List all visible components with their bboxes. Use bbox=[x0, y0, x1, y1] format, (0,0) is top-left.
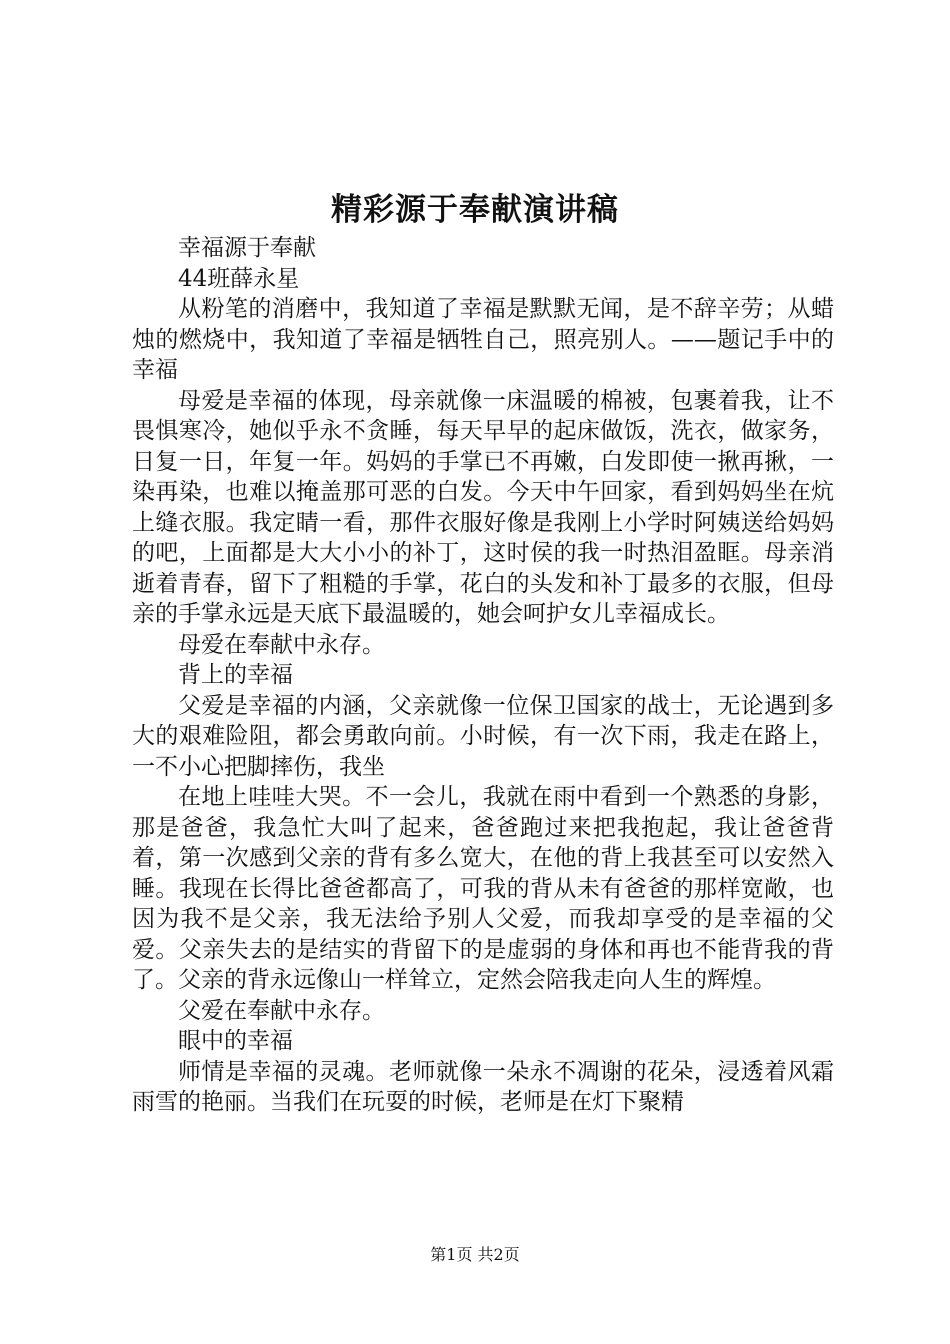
document-title: 精彩源于奉献演讲稿 bbox=[331, 192, 619, 228]
paragraph-subtitle: 幸福源于奉献 bbox=[178, 235, 316, 261]
paragraph-mother-conclusion: 母爱在奉献中永存。 bbox=[178, 631, 385, 658]
paragraph-author: 44班薛永星 bbox=[178, 265, 300, 292]
document-body bbox=[132, 233, 834, 1118]
section-heading-back: 背上的幸福 bbox=[178, 662, 293, 688]
paragraph-father-love-1: 父爱是幸福的内涵，父亲就像一位保卫国家的战士，无论遇到多大的艰难险阻，都会勇敢向前。小时候，有一次下雨，我走在路上，一不小心把脚摔伤，我坐 bbox=[132, 692, 834, 780]
paragraph-father-love-2: 在地上哇哇大哭。不一会儿，我就在雨中看到一个熟悉的身影，那是爸爸，我急忙大叫了起来，爸爸跑过来把我抱起，我让爸爸背着，第一次感到父亲的背有多么宽大，在他的背上我甚至可以安然入睡。我现在长得比爸爸都高了，可我的背从未有爸爸的那样宽敞，也因为我不是父亲，我无法给予别人父爱，而我却享受的是幸福的父爱。父亲失去的是结实的背留下的是虚弱的身体和再也不能背我的背了。父亲的背永远像山一样耸立，定然会陪我走向人生的辉煌。 bbox=[132, 784, 834, 993]
page-footer: 第1页 共2页 bbox=[430, 1245, 520, 1264]
paragraph-father-conclusion: 父爱在奉献中永存。 bbox=[178, 997, 385, 1024]
paragraph-teacher-love: 师情是幸福的灵魂。老师就像一朵永不凋谢的花朵，浸透着风霜雨雪的艳丽。当我们在玩耍的时候，老师是在灯下聚精 bbox=[132, 1058, 834, 1115]
paragraph-epigraph: 从粉笔的消磨中，我知道了幸福是默默无闻，是不辞辛劳；从蜡烛的燃烧中，我知道了幸福是牺牲自己，照亮别人。——题记手中的幸福 bbox=[132, 296, 834, 383]
section-heading-eyes: 眼中的幸福 bbox=[178, 1028, 293, 1054]
paragraph-mother-love: 母爱是幸福的体现，母亲就像一床温暖的棉被，包裹着我，让不畏惧寒冷，她似乎永不贪睡，每天早早的起床做饭，洗衣，做家务，日复一日，年复一年。妈妈的手掌已不再嫩，白发即使一揪再揪，一染再染，也难以掩盖那可恶的白发。今天中午回家，看到妈妈坐在炕上缝衣服。我定睛一看，那件衣服好像是我刚上小学时阿姨送给妈妈的吧，上面都是大大小小的补丁，这时侯的我一时热泪盈眶。母亲消逝着青春，留下了粗糙的手掌，花白的头发和补丁最多的衣服，但母亲的手掌永远是天底下最温暖的，她会呵护女儿幸福成长。 bbox=[132, 387, 834, 627]
